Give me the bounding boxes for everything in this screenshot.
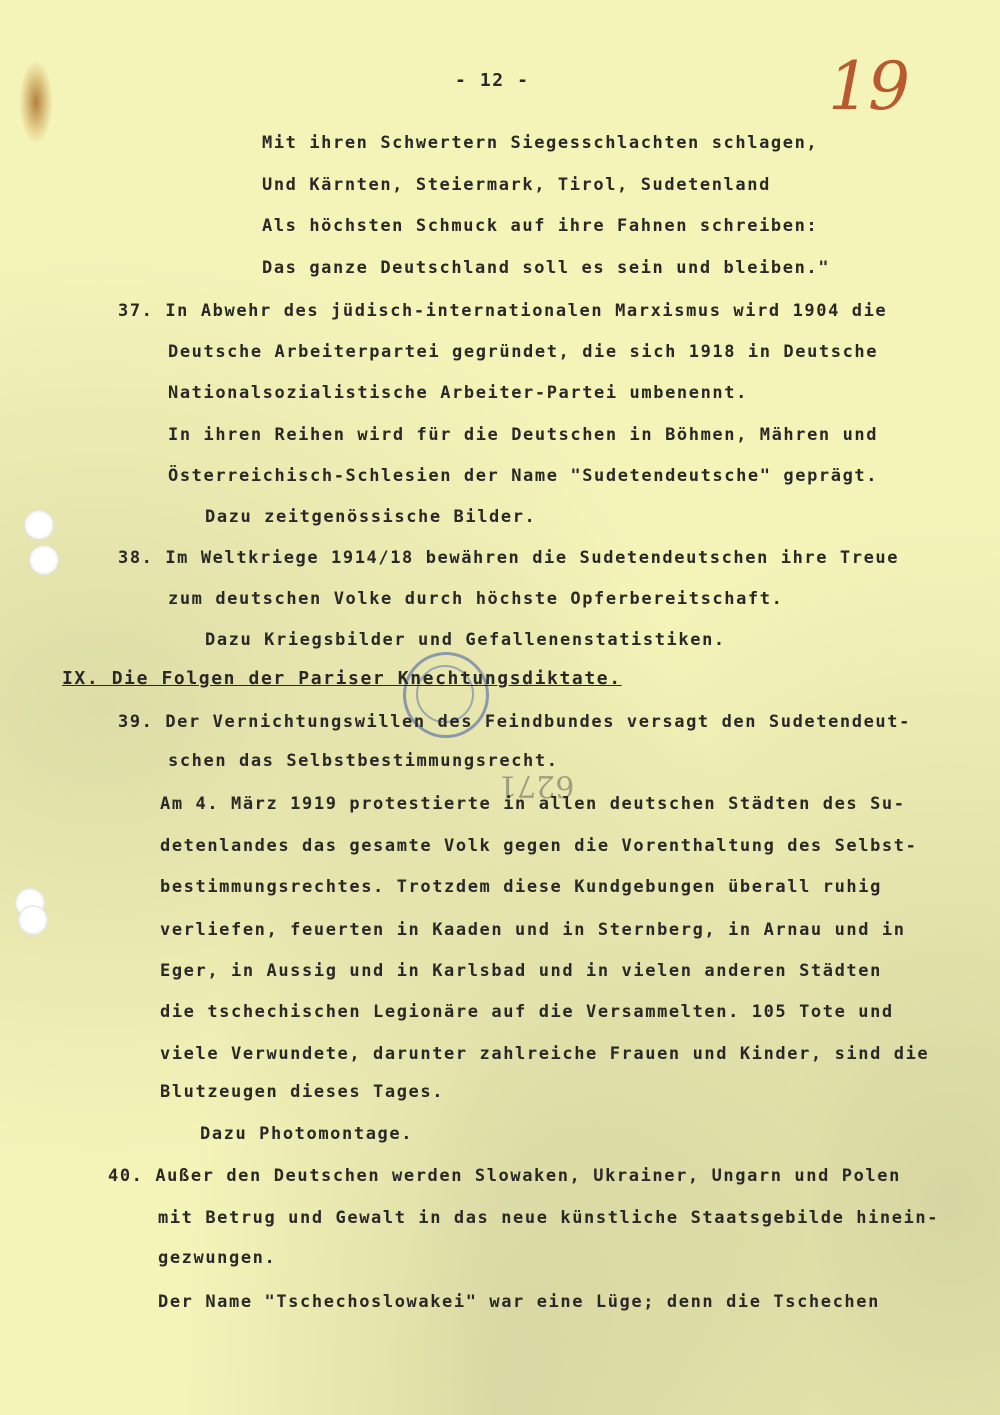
punch-hole <box>18 905 48 935</box>
poem-line: Als höchsten Schmuck auf ihre Fahnen schreiben: <box>262 216 819 236</box>
paragraph-line: Österreichisch-Schlesien der Name "Sudetendeutsche" geprägt. <box>168 466 879 486</box>
paragraph-line: In ihren Reihen wird für die Deutschen in Böhmen, Mähren und <box>168 425 879 445</box>
paragraph-line: 37. In Abwehr des jüdisch-internationalen Marxismus wird 1904 die <box>118 301 888 321</box>
page-number: - 12 - <box>455 70 530 91</box>
paragraph-line: Der Name "Tschechoslowakei" war eine Lüge; denn die Tschechen <box>158 1292 880 1312</box>
paragraph-line: Dazu zeitgenössische Bilder. <box>205 507 537 527</box>
paragraph-line: die tschechischen Legionäre auf die Versammelten. 105 Tote und <box>160 1002 894 1022</box>
paragraph-line: 38. Im Weltkriege 1914/18 bewähren die Sudetendeutschen ihre Treue <box>118 548 900 568</box>
paragraph-line: verliefen, feuerten in Kaaden und in Sternberg, in Arnau und in <box>160 920 906 940</box>
punch-hole <box>29 545 59 575</box>
paragraph-line: 39. Der Vernichtungswillen des Feindbundes versagt den Sudetendeut- <box>118 712 911 732</box>
folio-number: 19 <box>828 48 908 125</box>
rust-stain <box>20 62 52 142</box>
paragraph-line: Eger, in Aussig und in Karlsbad und in vielen anderen Städten <box>160 961 882 981</box>
section-heading: IX. Die Folgen der Pariser Knechtungsdiktate. <box>62 668 622 689</box>
punch-hole <box>24 510 54 540</box>
paragraph-line: Dazu Photomontage. <box>200 1124 414 1144</box>
paragraph-line: Am 4. März 1919 protestierte in allen deutschen Städten des Su- <box>160 794 906 814</box>
paragraph-line: viele Verwundete, darunter zahlreiche Frauen und Kinder, sind die <box>160 1044 930 1064</box>
paragraph-line: detenlandes das gesamte Volk gegen die Vorenthaltung des Selbst- <box>160 836 918 856</box>
poem-line: Das ganze Deutschland soll es sein und bleiben." <box>262 258 831 278</box>
paragraph-line: schen das Selbstbestimmungsrecht. <box>168 751 559 771</box>
paragraph-line: gezwungen. <box>158 1248 277 1268</box>
pencil-note: 6271 <box>498 768 575 803</box>
poem-line: Und Kärnten, Steiermark, Tirol, Sudetenland <box>262 175 771 195</box>
paragraph-line: Nationalsozialistische Arbeiter-Partei umbenennt. <box>168 383 748 403</box>
paragraph-line: 40. Außer den Deutschen werden Slowaken, Ukrainer, Ungarn und Polen <box>108 1166 901 1186</box>
paragraph-line: Deutsche Arbeiterpartei gegründet, die sich 1918 in Deutsche <box>168 342 879 362</box>
paragraph-line: mit Betrug und Gewalt in das neue künstliche Staatsgebilde hinein- <box>158 1208 940 1228</box>
paragraph-line: Dazu Kriegsbilder und Gefallenenstatistiken. <box>205 630 726 650</box>
paragraph-line: bestimmungsrechtes. Trotzdem diese Kundgebungen überall ruhig <box>160 877 882 897</box>
poem-line: Mit ihren Schwertern Siegesschlachten schlagen, <box>262 133 819 153</box>
paragraph-line: Blutzeugen dieses Tages. <box>160 1082 445 1102</box>
paragraph-line: zum deutschen Volke durch höchste Opferbereitschaft. <box>168 589 784 609</box>
